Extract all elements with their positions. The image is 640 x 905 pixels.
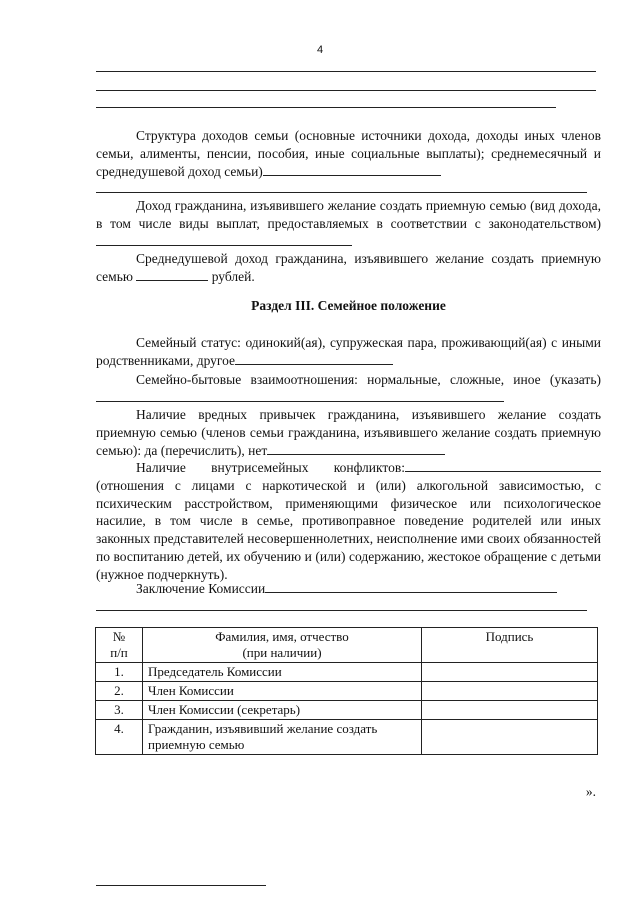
blank-line[interactable] xyxy=(263,163,441,176)
blank-line[interactable] xyxy=(96,107,556,108)
header-num xyxy=(96,628,143,663)
row-name: Гражданин, изъявивший желание создать приемную семью xyxy=(143,720,422,755)
blank-line[interactable] xyxy=(96,71,596,72)
conflicts-label: Наличие внутрисемейных конфликтов: xyxy=(136,460,405,475)
row-signature[interactable] xyxy=(422,682,598,701)
blank-line[interactable] xyxy=(96,90,596,91)
blank-line[interactable] xyxy=(96,192,587,193)
conflicts-paragraph xyxy=(96,459,601,584)
row-name: Член Комиссии (секретарь) xyxy=(143,701,422,720)
closing-quote: ». xyxy=(585,784,596,799)
blank-line[interactable] xyxy=(96,610,587,611)
bad-habits-paragraph xyxy=(96,406,601,459)
table-row xyxy=(96,682,598,701)
blank-line[interactable] xyxy=(136,268,208,281)
section-title: Раздел III. Семейное положение xyxy=(251,298,446,313)
page-number: 4 xyxy=(316,44,324,56)
per-capita-suffix: рублей. xyxy=(211,268,255,284)
conclusion-paragraph xyxy=(96,580,601,598)
table-row xyxy=(96,663,598,682)
signature-table xyxy=(95,627,598,755)
header-num-line2: п/п xyxy=(110,645,128,660)
row-signature[interactable] xyxy=(422,663,598,682)
bad-habits-text: Наличие вредных привычек гражданина, изъявившего желание создать приемную семью (членов семьи гражданина, изъявившего желание создать приемную семью): да (перечислить), нет xyxy=(96,407,601,458)
blank-line[interactable] xyxy=(96,389,504,402)
blank-line[interactable] xyxy=(267,442,445,455)
citizen-income-paragraph xyxy=(96,197,601,250)
header-num-line1: № xyxy=(112,629,126,644)
row-signature[interactable] xyxy=(422,720,598,755)
header-name-line2: (при наличии) xyxy=(242,645,322,660)
blank-line[interactable] xyxy=(235,352,393,365)
table-row xyxy=(96,701,598,720)
row-num: 2. xyxy=(96,682,143,701)
table-row xyxy=(96,720,598,755)
table-header-row xyxy=(96,628,598,663)
row-name: Член Комиссии xyxy=(143,682,422,701)
relations-paragraph xyxy=(96,371,601,407)
blank-line[interactable] xyxy=(405,459,601,472)
relations-text: Семейно-бытовые взаимоотношения: нормальные, сложные, иное (указать) xyxy=(136,372,601,387)
income-structure-text: Структура доходов семьи (основные источники дохода, доходы иных членов семьи, алименты, пенсии, пособия, иные социальные выплаты); среднемесячный и среднедушевой доход семьи) xyxy=(96,128,601,179)
footnote-divider xyxy=(96,885,266,886)
conclusion-text: Заключение Комиссии xyxy=(136,581,266,596)
header-name xyxy=(143,628,422,663)
header-name-line1: Фамилия, имя, отчество xyxy=(215,629,349,644)
citizen-income-text: Доход гражданина, изъявившего желание создать приемную семью (вид дохода, в том числе виды выплат, предоставляемых в соответствии с законодательством) xyxy=(96,198,601,231)
family-status-text: Семейный статус: одинокий(ая), супружеская пара, проживающий(ая) с иными родственниками, другое xyxy=(96,335,601,368)
conflicts-details: (отношения с лицами с наркотической и (или) алкогольной зависимостью, с психическим расстройством, применяющими физическое или психологическое насилие, в том числе в семье, противоправное поведение родителей или иных законных представителей несовершеннолетних, неисполнение ими своих обязанностей по воспитанию детей, их обучению и (или) содержанию, жестокое обращение с детьми (нужное подчеркнуть). xyxy=(96,477,601,582)
row-num: 1. xyxy=(96,663,143,682)
per-capita-text: Среднедушевой доход гражданина, изъявившего желание создать приемную семью xyxy=(96,251,601,284)
blank-line[interactable] xyxy=(265,580,557,593)
income-structure-paragraph xyxy=(96,127,601,180)
row-num: 4. xyxy=(96,720,143,755)
per-capita-paragraph xyxy=(96,250,601,286)
row-signature[interactable] xyxy=(422,701,598,720)
row-num: 3. xyxy=(96,701,143,720)
blank-line[interactable] xyxy=(96,233,352,246)
header-signature: Подпись xyxy=(422,628,598,663)
family-status-paragraph xyxy=(96,334,601,370)
row-name: Председатель Комиссии xyxy=(143,663,422,682)
